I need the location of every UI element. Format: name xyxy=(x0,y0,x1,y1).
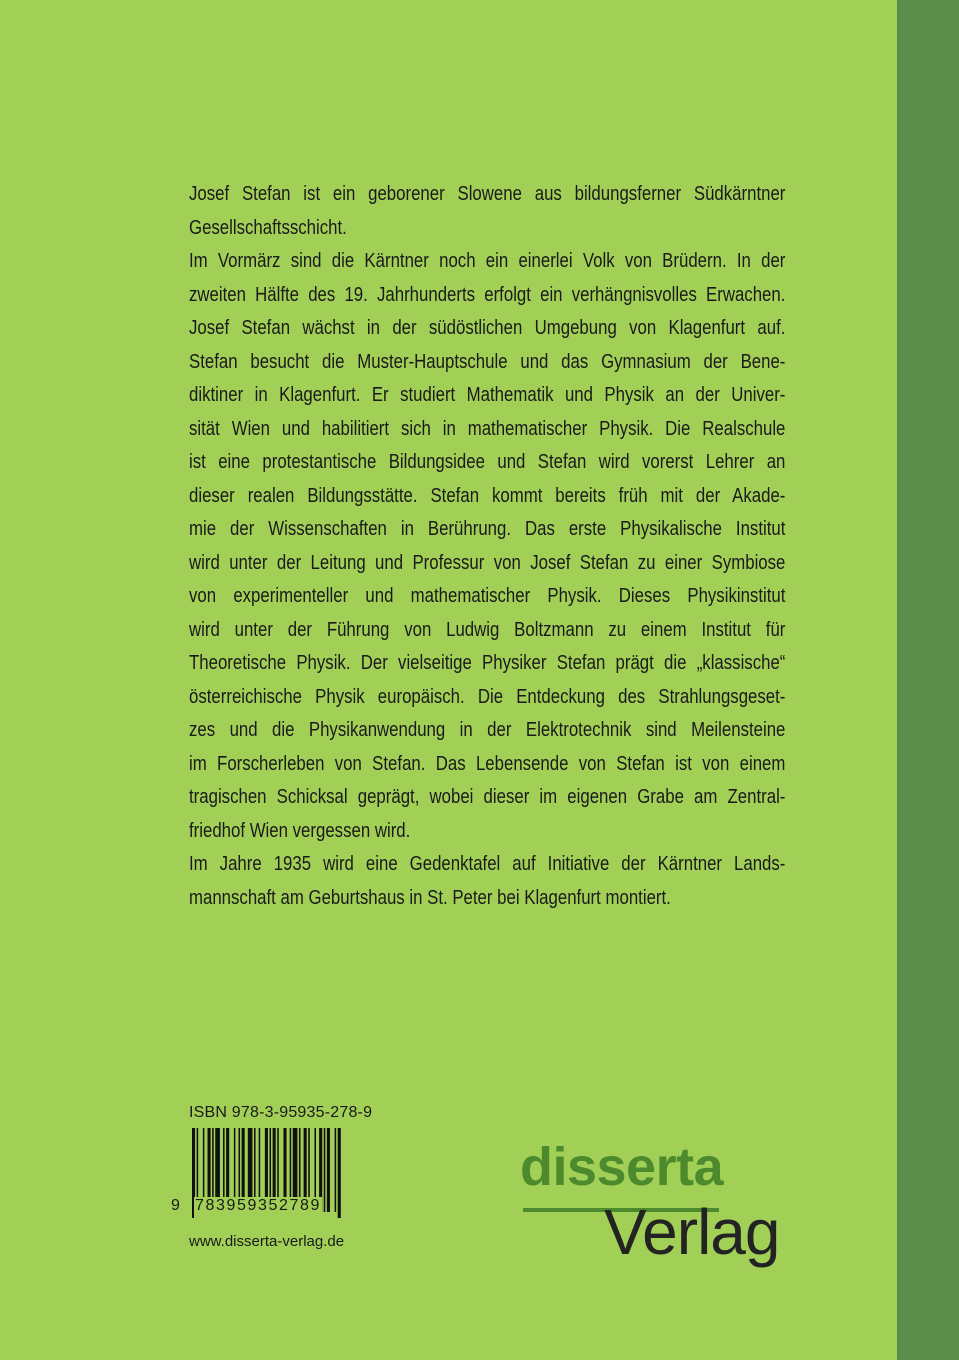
blurb-line: Im Jahre 1935 wird eine Gedenktafel auf Initiative der Kärntner Lands- xyxy=(189,853,786,875)
blurb-line: Im Vormärz sind die Kärntner noch ein einerlei Volk von Brüdern. In der xyxy=(189,250,786,272)
barcode-bar xyxy=(338,1128,341,1218)
blurb-text xyxy=(189,178,785,915)
blurb-line: sität Wien und habilitiert sich in mathematischer Physik. Die Realschule xyxy=(189,417,786,440)
blurb-line: wird unter der Leitung und Professur von Josef Stefan zu einer Symbiose xyxy=(189,551,786,574)
barcode-first-digit: 9 xyxy=(170,1197,183,1219)
blurb-line: mie der Wissenschaften in Berührung. Das erste Physikalische Institut xyxy=(189,518,786,540)
blurb-line: wird unter der Führung von Ludwig Boltzmann zu einem Institut für xyxy=(189,618,786,641)
blurb-line: ist eine protestantische Bildungsidee und Stefan wird vorerst Lehrer an xyxy=(189,451,786,473)
blurb-line: dieser realen Bildungsstätte. Stefan kommt bereits früh mit der Akade- xyxy=(189,484,786,507)
publisher-logo-brand: disserta xyxy=(520,1137,724,1197)
blurb-line: Josef Stefan ist ein geborener Slowene aus bildungsferner Südkärntner xyxy=(189,183,786,205)
spine-strip xyxy=(897,0,959,1360)
publisher-logo-sub: Verlag xyxy=(604,1196,780,1268)
blurb-line: mannschaft am Geburtshaus in St. Peter bei Klagenfurt montiert. xyxy=(189,886,671,909)
blurb-line: Stefan besucht die Muster-Hauptschule und das Gymnasium der Bene- xyxy=(189,350,786,373)
blurb-line: im Forscherleben von Stefan. Das Lebensende von Stefan ist von einem xyxy=(189,752,786,775)
blurb-line: tragischen Schicksal geprägt, wobei dieser im eigenen Grabe am Zentral- xyxy=(189,786,786,808)
blurb-line: Theoretische Physik. Der vielseitige Physiker Stefan prägt die „klassische“ xyxy=(189,652,786,674)
isbn-label: ISBN 978-3-95935-278-9 xyxy=(189,1104,373,1121)
barcode-bar xyxy=(335,1128,337,1212)
barcode-digits: 783959352789 xyxy=(194,1197,322,1219)
publisher-website: www.disserta-verlag.de xyxy=(189,1233,345,1250)
barcode-bar xyxy=(327,1128,330,1212)
blurb-line: zweiten Hälfte des 19. Jahrhunderts erfolgt ein verhängnisvolles Erwachen. xyxy=(189,283,786,306)
blurb-line: Gesellschaftsschicht. xyxy=(189,216,347,239)
barcode-bar xyxy=(324,1128,326,1212)
blurb-line: diktiner in Klagenfurt. Er studiert Mathematik und Physik an der Univer- xyxy=(189,384,786,406)
blurb-line: friedhof Wien vergessen wird. xyxy=(189,819,411,842)
blurb-line: Josef Stefan wächst in der südöstlichen Umgebung von Klagenfurt auf. xyxy=(189,317,786,339)
blurb-line: von experimenteller und mathematischer Physik. Dieses Physikinstitut xyxy=(189,585,786,607)
blurb-line: österreichische Physik europäisch. Die Entdeckung des Strahlungsgeset- xyxy=(189,685,786,708)
blurb-line: zes und die Physikanwendung in der Elektrotechnik sind Meilensteine xyxy=(189,719,786,741)
